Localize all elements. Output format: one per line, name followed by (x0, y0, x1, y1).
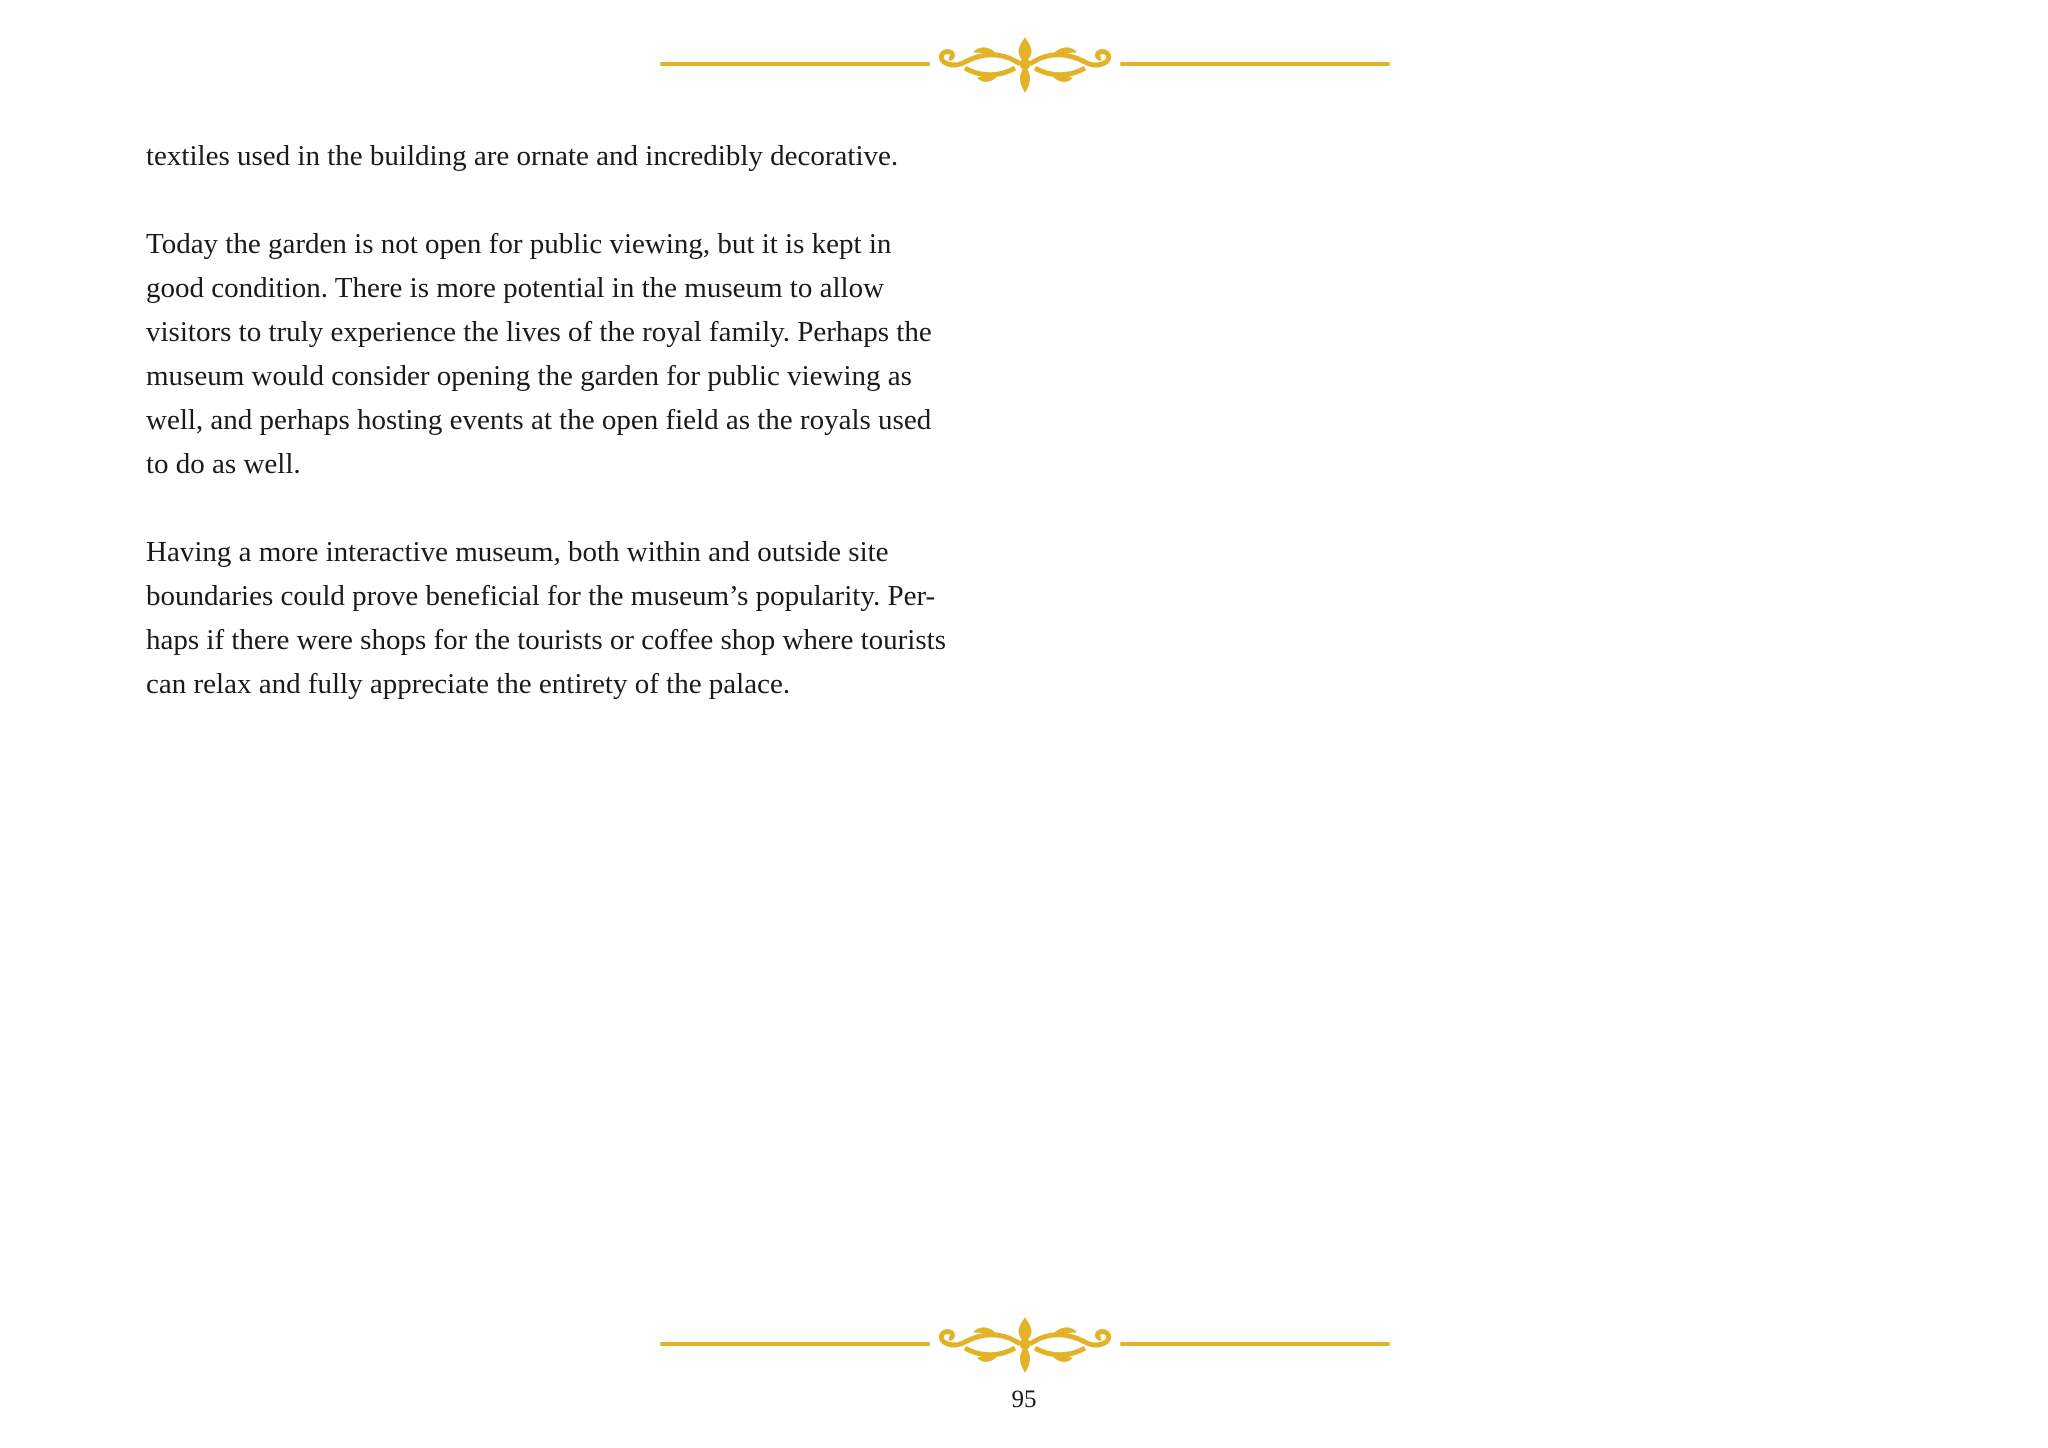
page-number: 95 (1011, 1386, 1037, 1413)
bottom-flourish-divider-icon (660, 1312, 1390, 1376)
top-flourish-divider-icon (660, 32, 1390, 96)
paragraph-2: Today the garden is not open for public viewing, but it is kept in good condition. There is more potential in the museum to allow visitors to truly experience the lives of the royal family. Perhaps the museum would consider opening the garden for public viewing as well, and perhaps hosting events at the open field as the royals used to do as well. (146, 228, 932, 480)
paragraph-1: textiles used in the building are ornate and incredibly decorative. (146, 140, 899, 172)
body-text (146, 134, 976, 706)
paragraph-3: Having a more interactive museum, both within and outside site boundaries could prove beneficial for the museum’s popularity. Per- haps if there were shops for the tourists or coffee shop where tourists can relax and fully appreciate the entirety of the palace. (146, 536, 946, 700)
